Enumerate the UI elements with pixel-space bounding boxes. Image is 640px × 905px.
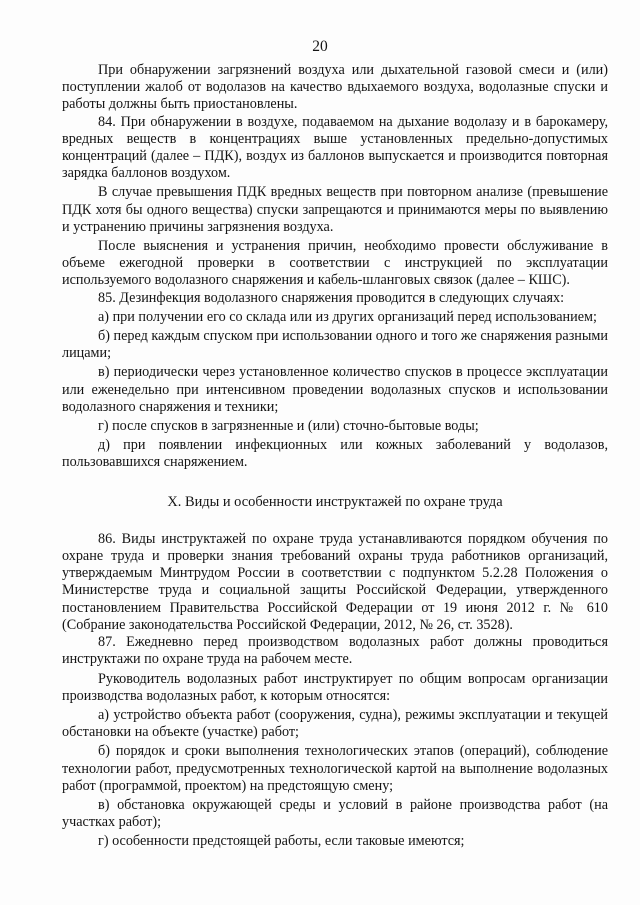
document-body: [62, 62, 608, 851]
list-item: г) особенности предстоящей работы, если таковые имеются;: [98, 833, 465, 850]
paragraph: Руководитель водолазных работ инструктирует по общим вопросам организации производства водолазных работ, к которым относятся:: [62, 670, 608, 704]
list-item: а) при получении его со склада или из других организаций перед использованием;: [98, 308, 597, 325]
list-item: д) при появлении инфекционных или кожных заболеваний у водолазов, пользовавшихся снаряжением.: [62, 437, 608, 471]
paragraph-item-85: 85. Дезинфекция водолазного снаряжения проводится в следующих случаях:: [98, 289, 565, 306]
paragraph-item-84: 84. При обнаружении в воздухе, подаваемом на дыхание водолазу и в барокамеру, вредных веществ в концентрациях выше установленных предельно-допустимых концентраций (далее – ПДК), воздух из баллонов выпускается и производится повторная зарядка баллонов воздухом.: [62, 113, 608, 182]
paragraph: После выяснения и устранения причин, необходимо провести обслуживание в объеме ежегодной проверки в соответствии с инструкцией по эксплуатации используемого водолазного снаряжения и кабель-шланговых связок (далее – КШС).: [62, 238, 608, 289]
list-item: г) после спусков в загрязненные и (или) сточно-бытовые воды;: [98, 418, 479, 435]
list-item: а) устройство объекта работ (сооружения, судна), режимы эксплуатации и текущей обстановки на объекте (участке) работ;: [62, 706, 608, 741]
list-item: в) обстановка окружающей среды и условий в районе производства работ (на участках работ);: [62, 796, 608, 831]
list-item: б) перед каждым спуском при использовании одного и того же снаряжения разными лицами;: [62, 328, 608, 362]
paragraph-item-87: 87. Ежедневно перед производством водолазных работ должны проводиться инструктажи по охране труда на рабочем месте.: [62, 634, 608, 668]
list-item: в) периодически через установленное количество спусков в процессе эксплуатации или еженедельно при интенсивном проведении водолазных спусков и использовании водолазного снаряжения и техники;: [62, 364, 608, 415]
list-item: б) порядок и сроки выполнения технологических этапов (операций), соблюдение технологии работ, предусмотренных технологической картой на выполнение водолазных работ (программой, проектом) на предстоящую смену;: [62, 743, 608, 794]
section-heading: X. Виды и особенности инструктажей по охране труда: [167, 493, 503, 510]
page-number: 20: [312, 38, 328, 55]
paragraph: При обнаружении загрязнений воздуха или дыхательной газовой смеси и (или) поступлении жалоб от водолазов на качество вдыхаемого воздуха, водолазные спуски и работы должны быть приостановлены.: [62, 62, 608, 113]
paragraph-item-86: 86. Виды инструктажей по охране труда устанавливаются порядком обучения по охране труда и проверки знания требований охраны труда работников организаций, утверждаемым Минтрудом России в соответствии с подпунктом 5.2.28 Положения о Министерстве труда и социальной защиты Российской Федерации, утвержденного постановлением Правительства Российской Федерации от 19 июня 2012 г. № 610 (Собрание законодательства Российской Федерации, 2012, № 26, ст. 3528).: [62, 530, 608, 633]
paragraph: В случае превышения ПДК вредных веществ при повторном анализе (превышение ПДК хотя бы одного вещества) спуски запрещаются и принимаются меры по выявлению и устранению причины загрязнения воздуха.: [62, 184, 608, 235]
